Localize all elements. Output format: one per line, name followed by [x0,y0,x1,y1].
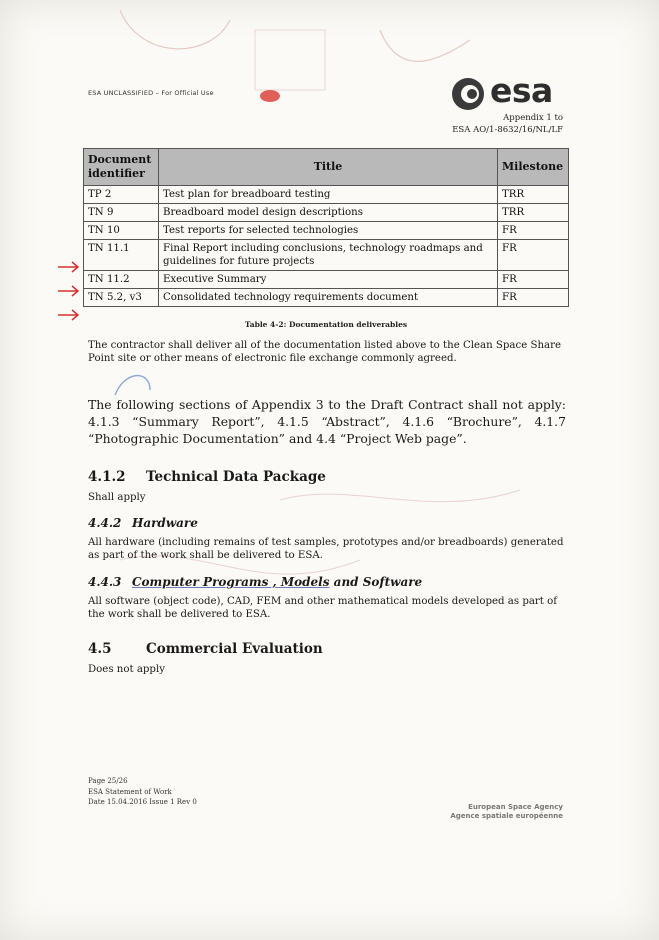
section-number: 4.1.2 [88,469,126,485]
row-identifier: TN 11.1 [84,240,159,271]
table-row [84,271,569,289]
esa-logo-text: esa [490,71,553,110]
section-body-commercial: Does not apply [88,664,165,675]
column-header-identifier: Document identifier [84,149,159,186]
document-reference [452,112,563,136]
table-row [84,240,569,271]
section-title-link: Computer Programs , Models [132,575,330,589]
reference-number: ESA AO/1-8632/16/NL/LF [452,125,563,135]
delivery-paragraph: The contractor shall deliver all of the documentation listed above to the Clean Space Share Point site or other means of electronic file exchange commonly agreed. [88,340,561,364]
esa-logo [448,71,564,114]
section-heading-software [88,575,422,589]
document-name: ESA Statement of Work [88,787,172,796]
document-date: Date 15.04.2016 Issue 1 Rev 0 [88,798,197,806]
red-arrow-icon [56,284,82,298]
row-identifier: TP 2 [84,186,159,204]
section-number: 4.4.3 [88,575,122,589]
table-caption: Table 4-2: Documentation deliverables [244,320,408,329]
table-row [84,204,569,222]
row-milestone: FR [498,271,569,289]
section-title: Technical Data Package [146,469,326,485]
red-arrow-icon [56,260,82,274]
agency-name-fr: Agence spatiale européenne [450,812,563,820]
section-heading-commercial [88,641,323,657]
page-footer [88,776,197,808]
agency-name [450,803,563,821]
appendix-label: Appendix 1 to [503,113,563,123]
table-row [84,289,569,307]
row-identifier: TN 10 [84,222,159,240]
section-title: Commercial Evaluation [146,641,323,657]
classification-label: ESA UNCLASSIFIED – For Official Use [88,89,214,97]
section-body-hardware: All hardware (including remains of test samples, prototypes and/or breadboards) generated as part of the work shall be delivered to ESA. [88,537,564,561]
red-arrow-icon [56,308,82,322]
appendix3-paragraph: The following sections of Appendix 3 to the Draft Contract shall not apply: 4.1.3 “Summary Report”, 4.1.5 “Abstract”, 4.1.6 “Brochure”, 4.1.7 “Photographic Documentation” and 4.4 “Project Web page”. [88,397,566,446]
esa-logo-icon [448,74,488,114]
row-title: Consolidated technology requirements document [159,289,498,307]
row-milestone: FR [498,222,569,240]
row-milestone: FR [498,240,569,271]
row-title: Breadboard model design descriptions [159,204,498,222]
section-body-tdp: Shall apply [88,492,146,503]
column-header-title: Title [159,149,498,186]
section-title: Hardware [132,516,198,530]
section-body-software: All software (object code), CAD, FEM and other mathematical models developed as part of the work shall be delivered to ESA. [88,596,558,620]
row-milestone: FR [498,289,569,307]
row-title: Executive Summary [159,271,498,289]
section-number: 4.5 [88,641,112,657]
agency-name-en: European Space Agency [468,803,563,811]
table-row [84,186,569,204]
row-milestone: TRR [498,204,569,222]
table-row [84,222,569,240]
table-header-row [84,149,569,186]
row-identifier: TN 11.2 [84,271,159,289]
row-identifier: TN 5.2, v3 [84,289,159,307]
section-heading-hardware [88,516,198,530]
row-title: Final Report including conclusions, technology roadmaps and guidelines for future projects [159,240,498,271]
section-title-rest: and Software [329,575,423,589]
section-heading-tdp [88,469,326,485]
row-title: Test plan for breadboard testing [159,186,498,204]
row-milestone: TRR [498,186,569,204]
section-number: 4.4.2 [88,516,122,530]
column-header-milestone: Milestone [498,149,569,186]
deliverables-table [83,148,569,307]
row-identifier: TN 9 [84,204,159,222]
page-number: Page 25/26 [88,777,128,785]
row-title: Test reports for selected technologies [159,222,498,240]
